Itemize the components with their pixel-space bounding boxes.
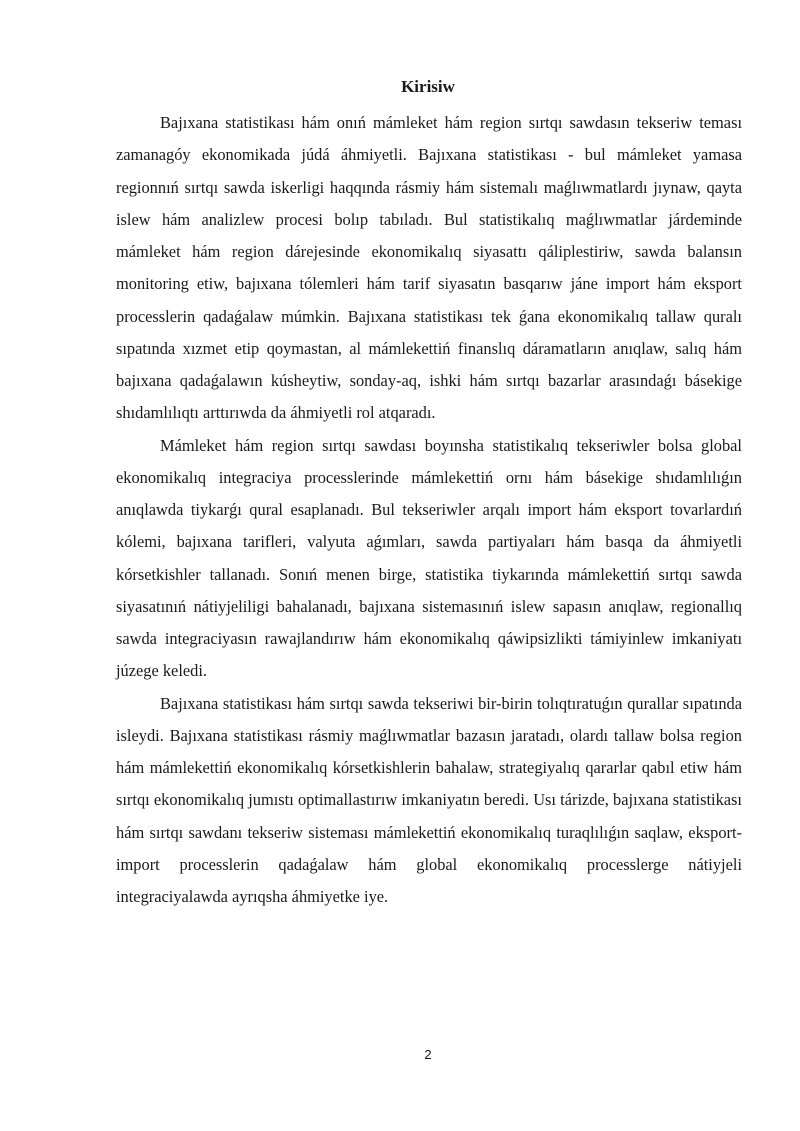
paragraph-1: Bajıxana statistikası hám onıń mámleket hám region sırtqı sawdasın tekseriw teması zamanagóy ekonomikada júdá áhmiyetli. Bajıxana statistikası - bul mámleket yamasa regionnıń sırtqı sawda iskerligi haqqında rásmiy hám sistemalı maǵlıwmatlardı jıynaw, qayta islew hám analizlew procesi bolıp tabıladı. Bul statistikalıq maǵlıwmatlar járdeminde mámleket hám region dárejesinde ekonomikalıq siyasattı qáliplestiriw, sawda balansın monitoring etiw, bajıxana tólemleri hám tarif siyasatın basqarıw jáne import hám eksport processlerin qadaǵalaw múmkin. Bajıxana statistikası tek ǵana ekonomikalıq tallaw quralı sıpatında xızmet etip qoymastan, al mámlekettiń finanslıq dáramatların anıqlaw, salıq hám bajıxana qadaǵalawın kúsheytiw, sonday-aq, ishki hám sırtqı bazarlar arasındaǵı básekige shıdamlılıqtı arttırıwda da áhmiyetli rol atqaradı. (116, 113, 742, 423)
section-title: Kirisiw (401, 77, 455, 96)
body-text (116, 107, 742, 913)
page-number: 2 (424, 1047, 432, 1062)
paragraph-3: Bajıxana statistikası hám sırtqı sawda tekseriwi bir-birin tolıqtıratuǵın qurallar sıpatında isleydi. Bajıxana statistikası rásmiy maǵlıwmatlar bazasın jaratadı, olardı tallaw bolsa region hám mámlekettiń ekonomikalıq kórsetkishlerin bahalaw, strategiyalıq qararlar qabıl etiw hám sırtqı ekonomikalıq jumıstı optimallastırıw imkaniyatın beredi. Usı tárizde, bajıxana statistikası hám sırtqı sawdanı tekseriw sisteması mámlekettiń ekonomikalıq turaqlılıǵın saqlaw, eksport-import processlerin qadaǵalaw hám global ekonomikalıq processlerge nátiyjeli integraciyalawda ayrıqsha áhmiyetke iye. (116, 693, 742, 906)
paragraph-2: Mámleket hám region sırtqı sawdası boyınsha statistikalıq tekseriwler bolsa global ekonomikalıq integraciya processlerinde mámlekettiń ornı hám básekige shıdamlılıǵın anıqlawda tiykarǵı qural esaplanadı. Bul tekseriwler arqalı import hám eksport tovarlardıń kólemi, bajıxana tarifleri, valyuta aǵımları, sawda partiyaları hám basqa da áhmiyetli kórsetkishler tallanadı. Sonıń menen birge, statistika tiykarında mámlekettiń sırtqı sawda siyasatınıń nátiyjeliligi bahalanadı, bajıxana sistemasınıń islew sapasın anıqlaw, regionallıq sawda integraciyasın rawajlandırıw hám ekonomikalıq qáwipsizlikti támiyinlew imkaniyatı júzege keledi. (116, 435, 742, 681)
